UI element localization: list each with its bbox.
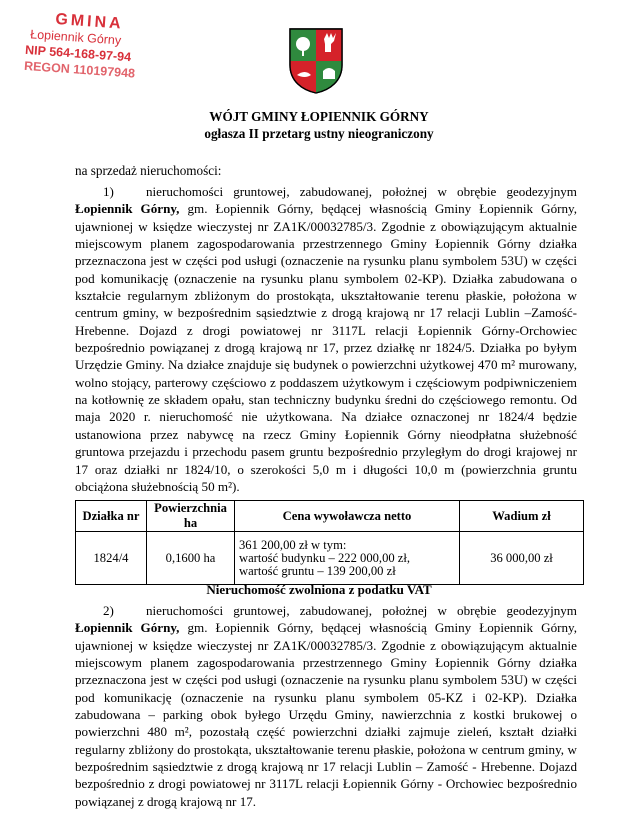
stamp-line-3: NIP 564-168-97-94 (24, 42, 132, 65)
cell-deposit: 36 000,00 zł (460, 532, 584, 585)
coat-of-arms-icon (288, 27, 344, 95)
price-total: 361 200,00 zł w tym: (239, 537, 347, 552)
item-number: 1) (103, 184, 114, 199)
price-land: wartość gruntu – 139 200,00 zł (239, 563, 396, 578)
table-header-row (76, 501, 584, 532)
price-building: wartość budynku – 222 000,00 zł, (239, 550, 411, 565)
table-row (76, 532, 584, 585)
offer-table (75, 500, 584, 585)
stamp-line-1: GMINA (54, 10, 125, 33)
header-deposit: Wadium zł (460, 501, 584, 532)
property-1-description (75, 183, 577, 495)
item-text: gm. Łopiennik Górny, będącej własnością Gminy Łopiennik Górny, ujawnionej w księdze wieczystej nr ZA1K/00032785/3. Zgodnie z obowiązującym aktualnie miejscowym planem zagospodarowania przestrzennego Gminy Łopiennik Górny działka przeznaczona jest w części pod usługi (oznaczenie na rysunku planu symbolem 53U) w części pod komunikację (oznaczenie na rysunku planu symbolem 02-KP). Działka zabudowana o kształcie regularnym zbliżonym do prostokąta, ukształtowanie terenu płaskie, położona w centrum gminy, w bezpośrednim sąsiedztwie z drogą krajową nr 17 relacji Lublin –Zamość- Hrebenne. Dojazd z drogi powiatowej nr 3117L relacji Łopiennik Górny-Orchowiec bezpośrednio powiązanej z drogą krajową nr 17, przez działkę nr 1824/5. Działka po byłym Urzędzie Gminy. Na działce znajduje się budynek o powierzchni użytkowej 470 m² murowany, wolno stojący, parterowy częściowo z poddaszem użytkowym i częściowym podpiwniczeniem na kotłownię ze składem opału, stan techniczny budynku średni do częściowego remontu. Od maja 2020 r. nieruchomość nie użytkowana. Na działce oznaczonej nr 1824/4 będzie ustanowiona przez nabywcę na rzecz Gminy Łopiennik Górny nieodpłatna służebność gruntowa przejazdu i przechodu pasem gruntu bezpośrednio przyległym do drogi krajowej nr 17 oraz działki nr 1824/10, o szerokości 5,0 m i długości 10,0 m (powierzchnia gruntu obciążona służebnością 50 m²). (75, 201, 577, 494)
place-name: Łopiennik Górny, (75, 201, 180, 217)
stamp-line-4: REGON 110197948 (23, 58, 136, 81)
header-price: Cena wywoławcza netto (235, 501, 460, 532)
cell-plot: 1824/4 (76, 532, 147, 585)
announcement-subtitle: ogłasza II przetarg ustny nieograniczony (204, 126, 434, 141)
header-plot: Działka nr (76, 501, 147, 532)
office-stamp (24, 10, 168, 84)
place-name: Łopiennik Górny, (75, 620, 180, 636)
item-text: gm. Łopiennik Górny, będącej własnością Gminy Łopiennik Górny, ujawnionej w księdze wieczystej nr ZA1K/00032785/3. Zgodnie z obowiązującym aktualnie miejscowym planem zagospodarowania przestrzennego Gminy Łopiennik Górny działka przeznaczona jest w części pod usługi (oznaczenie na rysunku planu symbolem 53U) w części pod komunikację (oznaczenie na rysunku planu symbolem 05-KZ i 02-KP). Działka zabudowana – parking obok byłego Urzędu Gminy, nawierzchnia z kostki brukowej o powierzchni 480 m², pozostałą część powierzchni działki zajmuje zieleń, kształt działki regularny zbliżony do prostokąta, ukształtowanie terenu płaskie, położona w centrum gminy, w bezpośrednim sąsiedztwie z drogą krajową nr 17 relacji Lublin – Zamość - Hrebenne. Dojazd bezpośrednio z drogi powiatowej nr 3117L relacji Łopiennik Górny - Orchowiec bezpośrednio powiązanej z drogą krajową nr 17. (75, 620, 577, 809)
stamp-line-2: Łopiennik Górny (29, 27, 122, 48)
cell-price (235, 532, 460, 585)
cell-area: 0,1600 ha (147, 532, 235, 585)
item-lead: nieruchomości gruntowej, zabudowanej, położnej w obrębie geodezyjnym (146, 184, 577, 199)
header-area: Powierzchnia ha (147, 501, 235, 532)
item-lead: nieruchomości gruntowej, zabudowanej, położnej w obrębie geodezyjnym (146, 603, 577, 618)
item-number: 2) (103, 603, 114, 618)
intro-text: na sprzedaż nieruchomości: (75, 163, 222, 178)
vat-note: Nieruchomość zwolniona z podatku VAT (206, 582, 432, 597)
property-2-description (75, 602, 577, 810)
announcement-title: WÓJT GMINY ŁOPIENNIK GÓRNY (209, 109, 429, 124)
